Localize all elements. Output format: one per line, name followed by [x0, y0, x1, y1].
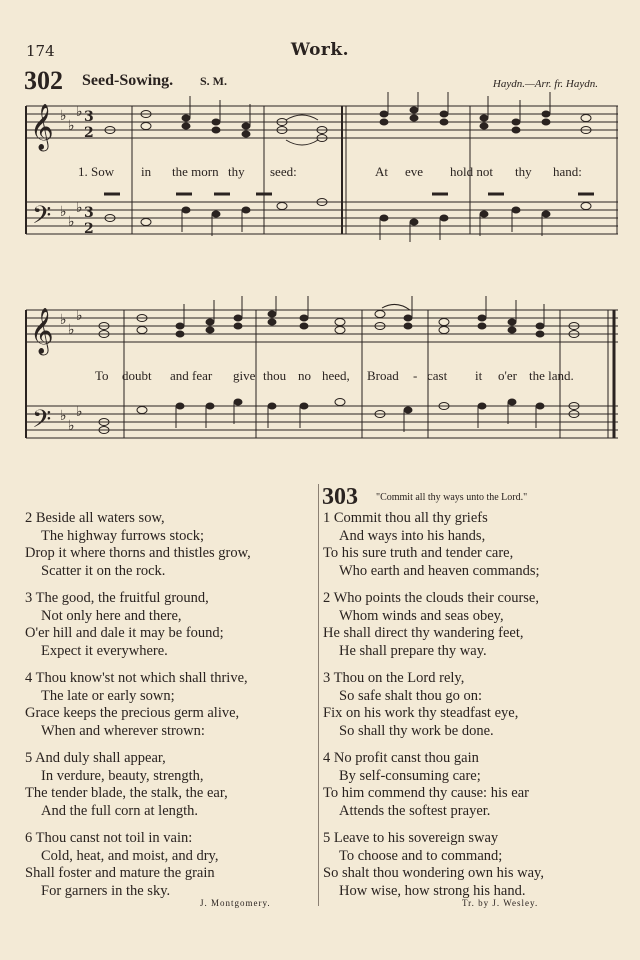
svg-text:𝄢: 𝄢 — [32, 201, 52, 236]
svg-text:♭: ♭ — [76, 200, 83, 216]
stanza-line: To him commend thy cause: his ear — [323, 785, 529, 801]
lyric-syllable: and fear — [170, 368, 213, 383]
stanza-line: 3 The good, the fruitful ground, — [25, 590, 209, 606]
lyric-syllable: it — [475, 368, 483, 383]
hymn-302-meter: S. M. — [200, 74, 227, 88]
lyrics-line-2 — [0, 368, 640, 386]
hymn-302-title: Seed-Sowing. — [82, 72, 174, 89]
stanza-line: So shalt thou wondering own his way, — [323, 865, 544, 881]
stanza-line: 1 Commit thou all thy griefs — [323, 510, 488, 526]
stanza-line: Not only here and there, — [41, 607, 182, 624]
lyric-syllable: the land. — [529, 368, 574, 383]
lyric-syllable: o'er — [498, 368, 517, 383]
hymn-302-number: 302 — [24, 66, 63, 95]
stanza-line: And the full corn at length. — [41, 802, 199, 819]
svg-text:3: 3 — [84, 205, 94, 221]
stanza — [25, 830, 251, 900]
hymn-302-composer: Haydn.—Arr. fr. Haydn. — [492, 78, 598, 90]
lyric-syllable: - — [413, 368, 418, 383]
stanza-line: For garners in the sky. — [41, 882, 171, 899]
stanza-line: Who earth and heaven commands; — [339, 562, 540, 579]
lyric-syllable: cast — [427, 368, 448, 383]
lyric-syllable: give — [233, 368, 256, 383]
stanza — [323, 750, 544, 820]
svg-text:♭: ♭ — [68, 322, 75, 338]
hymn-302-stanzas — [25, 510, 251, 910]
stanza — [323, 510, 544, 580]
svg-text:♭: ♭ — [76, 104, 83, 120]
page-number: 174 — [26, 42, 55, 60]
svg-text:♭: ♭ — [68, 214, 75, 230]
stanza-line: 5 Leave to his sovereign sway — [323, 830, 499, 846]
stanza-line: Cold, heat, and moist, and dry, — [41, 847, 219, 864]
svg-text:♭: ♭ — [68, 118, 75, 134]
lyric-syllable: Broad — [367, 368, 399, 383]
hymn-303-number: 303 — [322, 484, 358, 510]
svg-text:♭: ♭ — [76, 308, 83, 324]
stanza — [323, 830, 544, 900]
svg-text:♭: ♭ — [68, 418, 75, 434]
stanza-line: Attends the softest prayer. — [339, 802, 491, 819]
stanza-line: Fix on his work thy steadfast eye, — [323, 705, 519, 721]
stanza — [323, 670, 544, 740]
lyric-syllable: in — [141, 164, 152, 179]
stanza-line: 2 Beside all waters sow, — [25, 510, 165, 526]
lyric-syllable: the morn — [172, 164, 219, 179]
stanza — [25, 670, 251, 740]
hymn-303-credit: Tr. by J. Wesley. — [462, 898, 539, 908]
stanza-line: Drop it where thorns and thistles grow, — [25, 545, 251, 561]
stanza-line: Scatter it on the rock. — [41, 562, 166, 579]
stanza-line: By self-consuming care; — [339, 767, 481, 784]
lyric-syllable: hold not — [450, 164, 493, 179]
stanza-line: So shall thy work be done. — [339, 722, 494, 739]
hymn-302-credit: J. Montgomery. — [200, 898, 271, 908]
running-head: Work. — [290, 40, 350, 60]
stanza-line: 4 Thou know'st not which shall thrive, — [25, 670, 248, 686]
stanza-line: To choose and to command; — [339, 847, 503, 864]
stanza — [323, 590, 544, 660]
svg-text:2: 2 — [84, 221, 94, 237]
stanza-line: Grace keeps the precious germ alive, — [25, 705, 240, 721]
lyric-syllable: thy — [515, 164, 532, 179]
stanza — [25, 510, 251, 580]
stanza-line: The tender blade, the stalk, the ear, — [25, 785, 228, 801]
stanza-line: 3 Thou on the Lord rely, — [323, 670, 465, 686]
svg-text:𝄞: 𝄞 — [30, 308, 54, 354]
svg-text:♭: ♭ — [60, 312, 67, 328]
stanza-line: He shall direct thy wandering feet, — [323, 625, 524, 641]
stanza — [25, 590, 251, 660]
stanza-line: The highway furrows stock; — [41, 527, 205, 544]
stanza-line: So safe shalt thou go on: — [339, 687, 482, 704]
stanza-line: How wise, how strong his hand. — [339, 882, 526, 899]
stanza-line: And ways into his hands, — [339, 527, 486, 544]
lyric-syllable: heed, — [322, 368, 350, 383]
stanza-line: In verdure, beauty, strength, — [41, 767, 204, 784]
lyric-syllable: thou — [263, 368, 287, 383]
svg-text:♭: ♭ — [60, 204, 67, 220]
hymn-303-title: "Commit all thy ways unto the Lord." — [376, 492, 528, 503]
lyric-syllable: 1. Sow — [78, 164, 115, 179]
svg-text:2: 2 — [84, 125, 94, 141]
stanza-line: Shall foster and mature the grain — [25, 865, 215, 881]
lyric-syllable: doubt — [122, 368, 152, 383]
column-divider — [318, 484, 319, 906]
svg-text:𝄢: 𝄢 — [32, 405, 52, 440]
svg-text:3: 3 — [84, 109, 94, 125]
lyric-syllable: thy — [228, 164, 245, 179]
stanza-line: Whom winds and seas obey, — [339, 607, 504, 624]
stanza-line: When and wherever strown: — [41, 722, 205, 739]
lyric-syllable: At — [375, 164, 388, 179]
lyric-syllable: no — [298, 368, 311, 383]
stanza-line: The late or early sown; — [41, 687, 175, 704]
stanza-line: O'er hill and dale it may be found; — [25, 625, 224, 641]
lyric-syllable: eve — [405, 164, 424, 179]
svg-text:♭: ♭ — [60, 408, 67, 424]
svg-text:♭: ♭ — [76, 404, 83, 420]
stanza — [25, 750, 251, 820]
stanza-line: 2 Who points the clouds their course, — [323, 590, 539, 606]
lyric-syllable: To — [95, 368, 109, 383]
lyric-syllable: hand: — [553, 164, 582, 179]
stanza-line: 6 Thou canst not toil in vain: — [25, 830, 193, 846]
svg-text:♭: ♭ — [60, 108, 67, 124]
stanza-line: Expect it everywhere. — [41, 642, 168, 659]
stanza-line: He shall prepare thy way. — [339, 642, 487, 659]
svg-text:𝄞: 𝄞 — [30, 104, 54, 150]
lyric-syllable: seed: — [270, 164, 297, 179]
hymn-303-stanzas — [323, 510, 544, 910]
stanza-line: 5 And duly shall appear, — [25, 750, 166, 766]
stanza-line: To his sure truth and tender care, — [323, 545, 514, 561]
stanza-line: 4 No profit canst thou gain — [323, 750, 479, 766]
lyrics-line-1 — [0, 164, 640, 182]
